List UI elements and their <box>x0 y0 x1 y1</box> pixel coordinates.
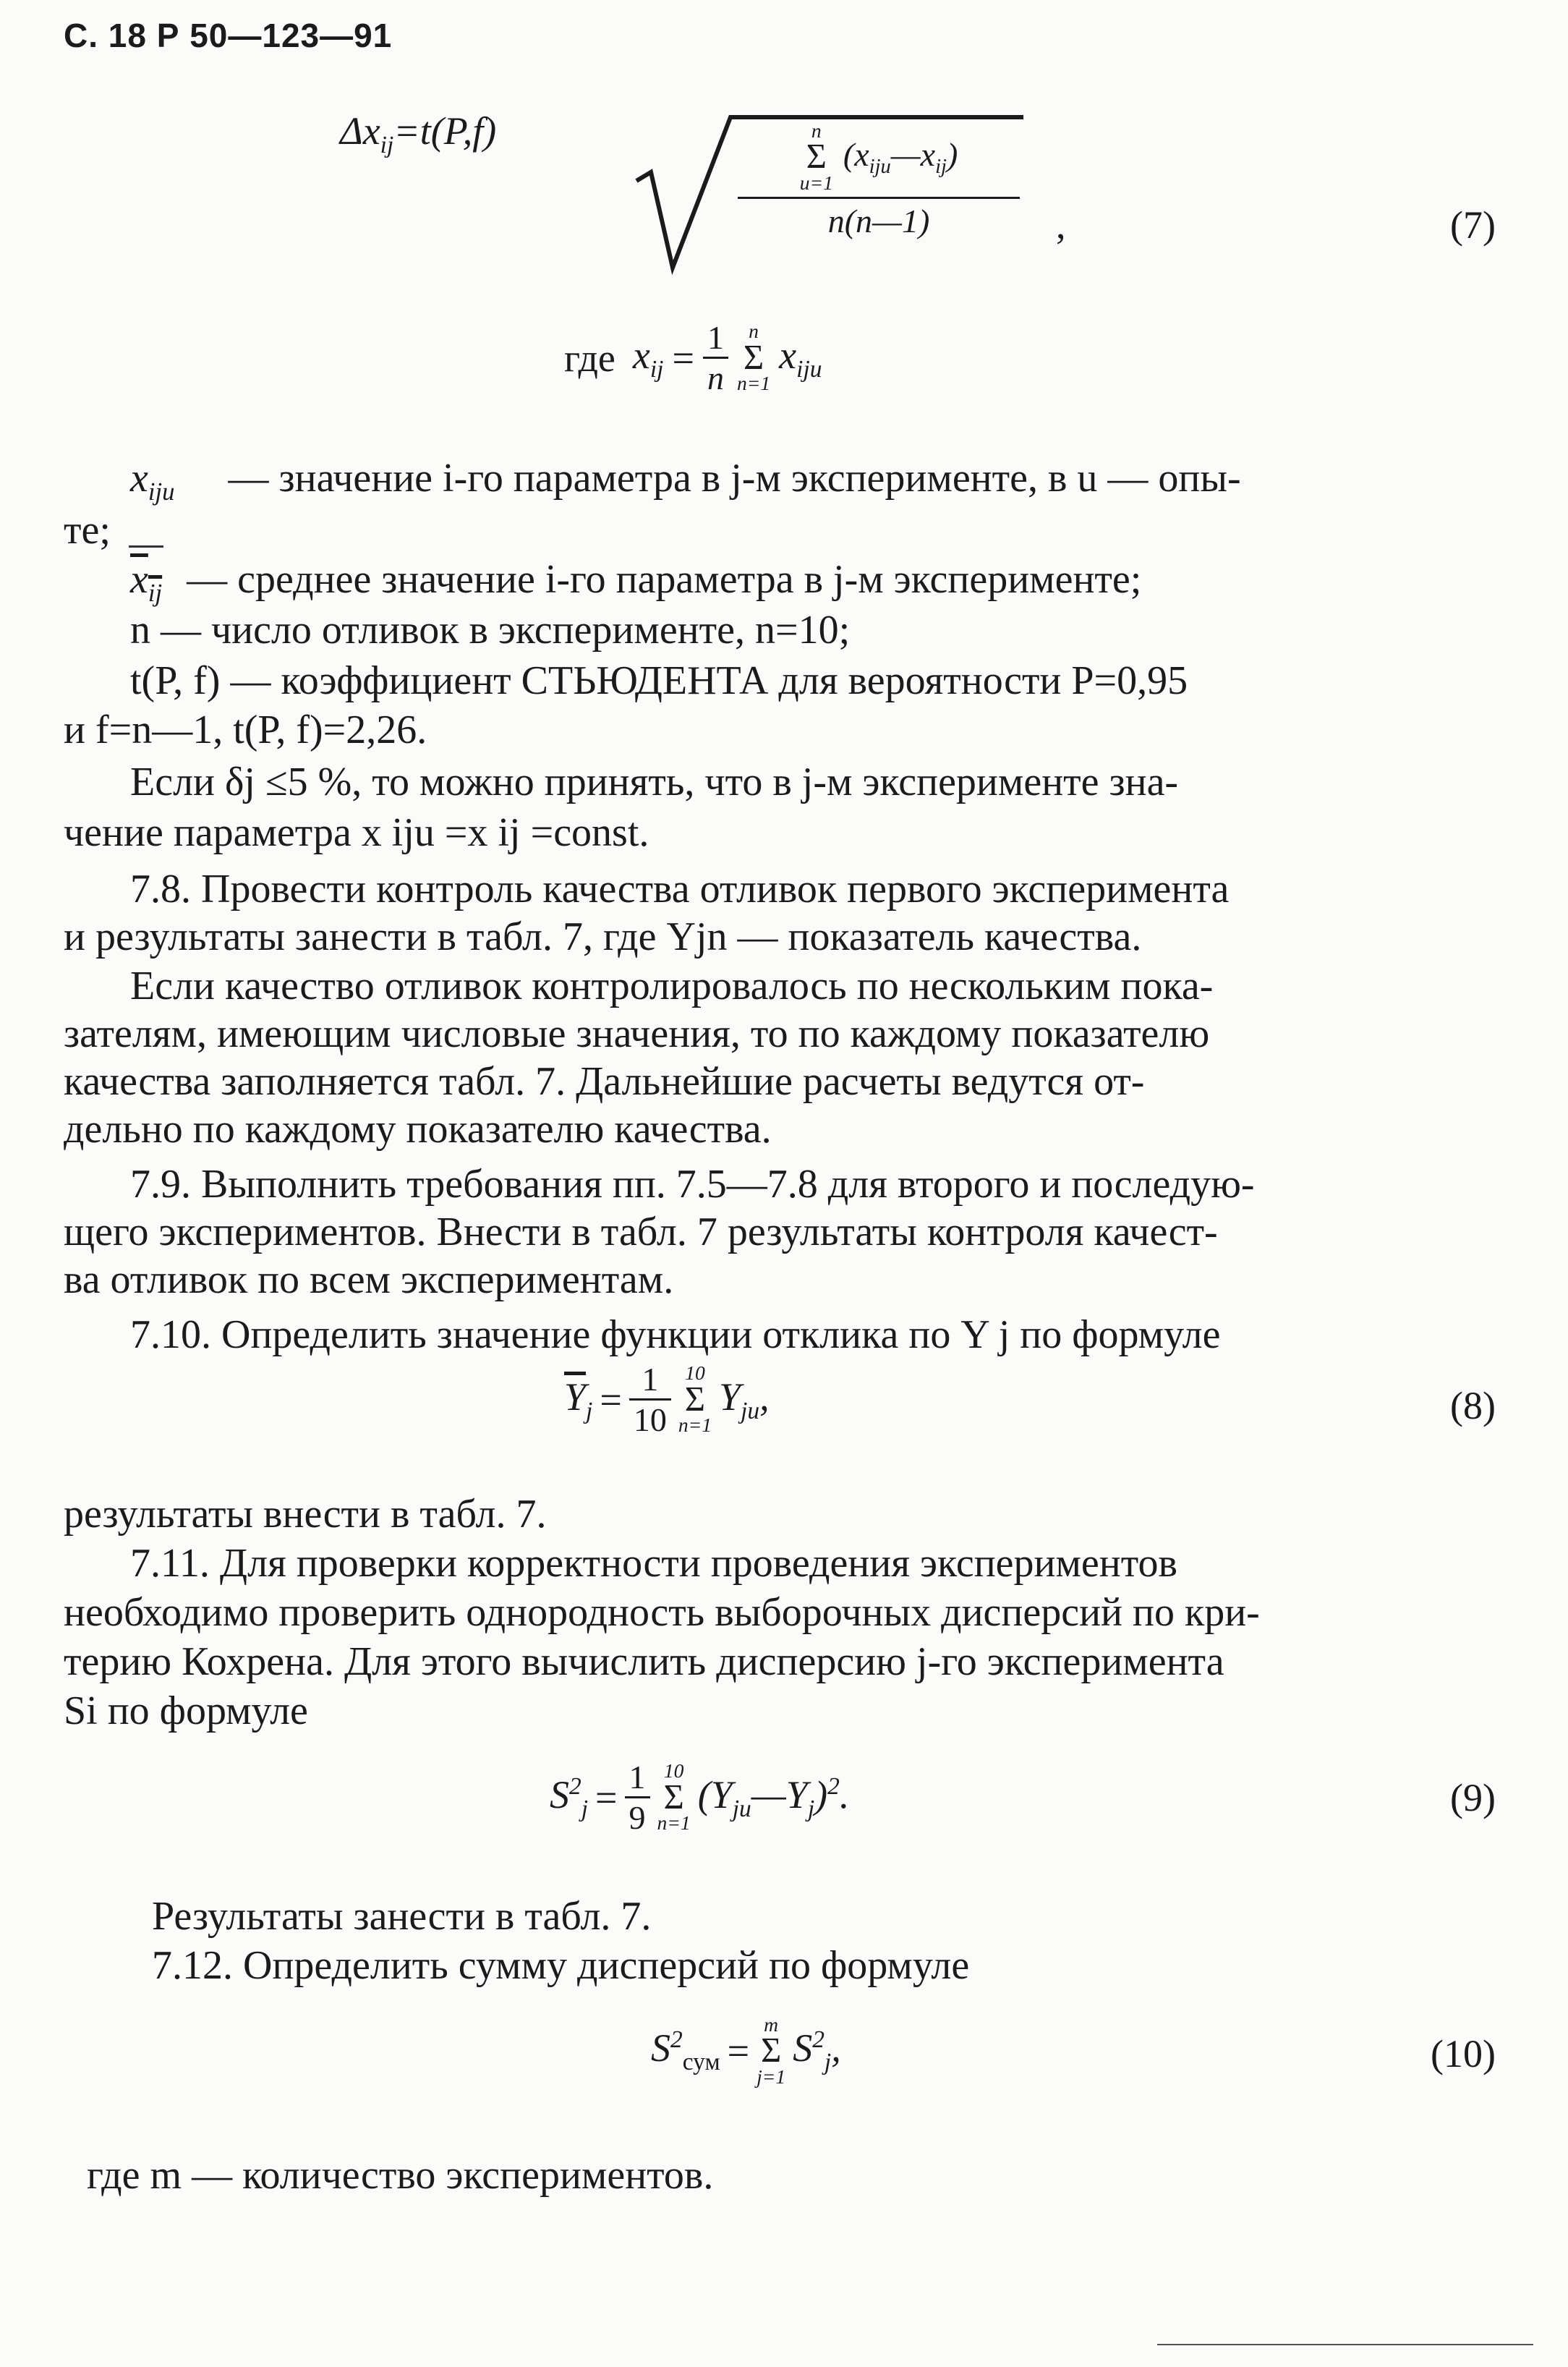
section-7-11-line4: Si по формуле <box>64 1688 308 1733</box>
section-7-11-line3: терию Кохрена. Для этого вычислить дисперсию j-го эксперимента <box>64 1639 1224 1684</box>
section-7-12: 7.12. Определить сумму дисперсий по формуле <box>152 1943 970 1988</box>
underline-mark <box>129 545 163 548</box>
section-7-11-line1: 7.11. Для проверки корректности проведения экспериментов <box>130 1541 1177 1586</box>
formula-10: $S^2_{сум}$ = m Σ j=1 $S^2_j$, <box>651 2013 841 2088</box>
definition-xij: $x_{ij}$ — среднее значение i-го параметра в j-м эксперименте; <box>130 557 1142 608</box>
equation-number-10: (10) <box>1431 2032 1496 2075</box>
page-header: С. 18 Р 50—123—91 <box>64 17 393 54</box>
formula-7-denominator: n(n—1) <box>827 203 930 240</box>
definition-t: t(P, f) — коэффициент СТЬЮДЕНТА для вероятности P=0,95 <box>130 658 1188 703</box>
after-formula-9: Результаты занести в табл. 7. <box>152 1894 652 1939</box>
paragraph-if-line2: чение параметра x iju =x ij =const. <box>64 810 649 855</box>
formula-7-radicand: n Σ u=1 $(x_{iju}—x_{ij})$ n(n—1) <box>738 122 1020 240</box>
section-7-8-line2: и результаты занести в табл. 7, где Yjn — показатель качества. <box>64 914 1142 959</box>
section-7-8b-line4: дельно по каждому показателю качества. <box>64 1107 772 1152</box>
formula-7-eq: =t(P,f) <box>393 109 497 153</box>
after-formula-10: где m — количество экспериментов. <box>87 2153 714 2198</box>
section-7-8b-line3: качества заполняется табл. 7. Дальнейшие расчеты ведутся от- <box>64 1059 1145 1104</box>
section-7-8-line1: 7.8. Провести контроль качества отливок первого эксперимента <box>130 867 1230 911</box>
formula-7 <box>340 109 496 159</box>
section-7-11-line2: необходимо проверить однородность выборочных дисперсий по кри- <box>64 1590 1260 1635</box>
section-7-9-line3: ва отливок по всем экспериментам. <box>64 1257 674 1302</box>
section-7-8b-line1: Если качество отливок контролировалось по нескольким пока- <box>130 964 1214 1008</box>
section-7-9-line1: 7.9. Выполнить требования пп. 7.5—7.8 для второго и последую- <box>130 1162 1255 1207</box>
section-7-8b-line2: зателям, имеющим числовые значения, то по каждому показателю <box>64 1011 1210 1056</box>
equation-number-7: (7) <box>1450 203 1496 247</box>
equation-number-9: (9) <box>1450 1776 1496 1819</box>
definition-xiju: $x_{iju}$ — значение i-го параметра в j-м эксперименте, в u — опы- <box>130 456 1241 506</box>
paragraph-if-line1: Если δj ≤5 %, то можно принять, что в j-м эксперименте зна- <box>130 760 1179 804</box>
definition-t-cont: и f=n—1, t(P, f)=2,26. <box>64 707 427 752</box>
formula-7-lhs: Δx <box>340 109 380 153</box>
sum-operator: n Σ u=1 <box>799 119 833 195</box>
section-7-10-line1: 7.10. Определить значение функции отклика по Y j по формуле <box>130 1312 1221 1357</box>
equation-number-8: (8) <box>1450 1384 1496 1427</box>
definition-n: n — число отливок в эксперименте, n=10; <box>130 608 851 653</box>
section-7-9-line2: щего экспериментов. Внести в табл. 7 результаты контроля качест- <box>64 1210 1218 1254</box>
definition-xiju-cont: те; <box>64 508 111 553</box>
where-line: где $x_{ij}$ = $\frac{1}{n}$ n Σ n=1 $x_{iju}$ <box>564 319 822 396</box>
bottom-scan-edge-line <box>1157 2344 1533 2345</box>
formula-9: $S^2_j$ = $\frac{1}{9}$ 10 Σ n=1 $(Y_{ju}—Y_j)^2$. <box>550 1759 850 1836</box>
after-formula-8: результаты внести в табл. 7. <box>64 1492 547 1537</box>
formula-7-comma: , <box>1056 203 1066 247</box>
formula-8: $\overline{Y}_j$ = $\frac{1}{10}$ 10 Σ n=1 $Y_{ju}$, <box>564 1361 770 1438</box>
formula-7-lhs-sub: ij <box>380 131 394 158</box>
